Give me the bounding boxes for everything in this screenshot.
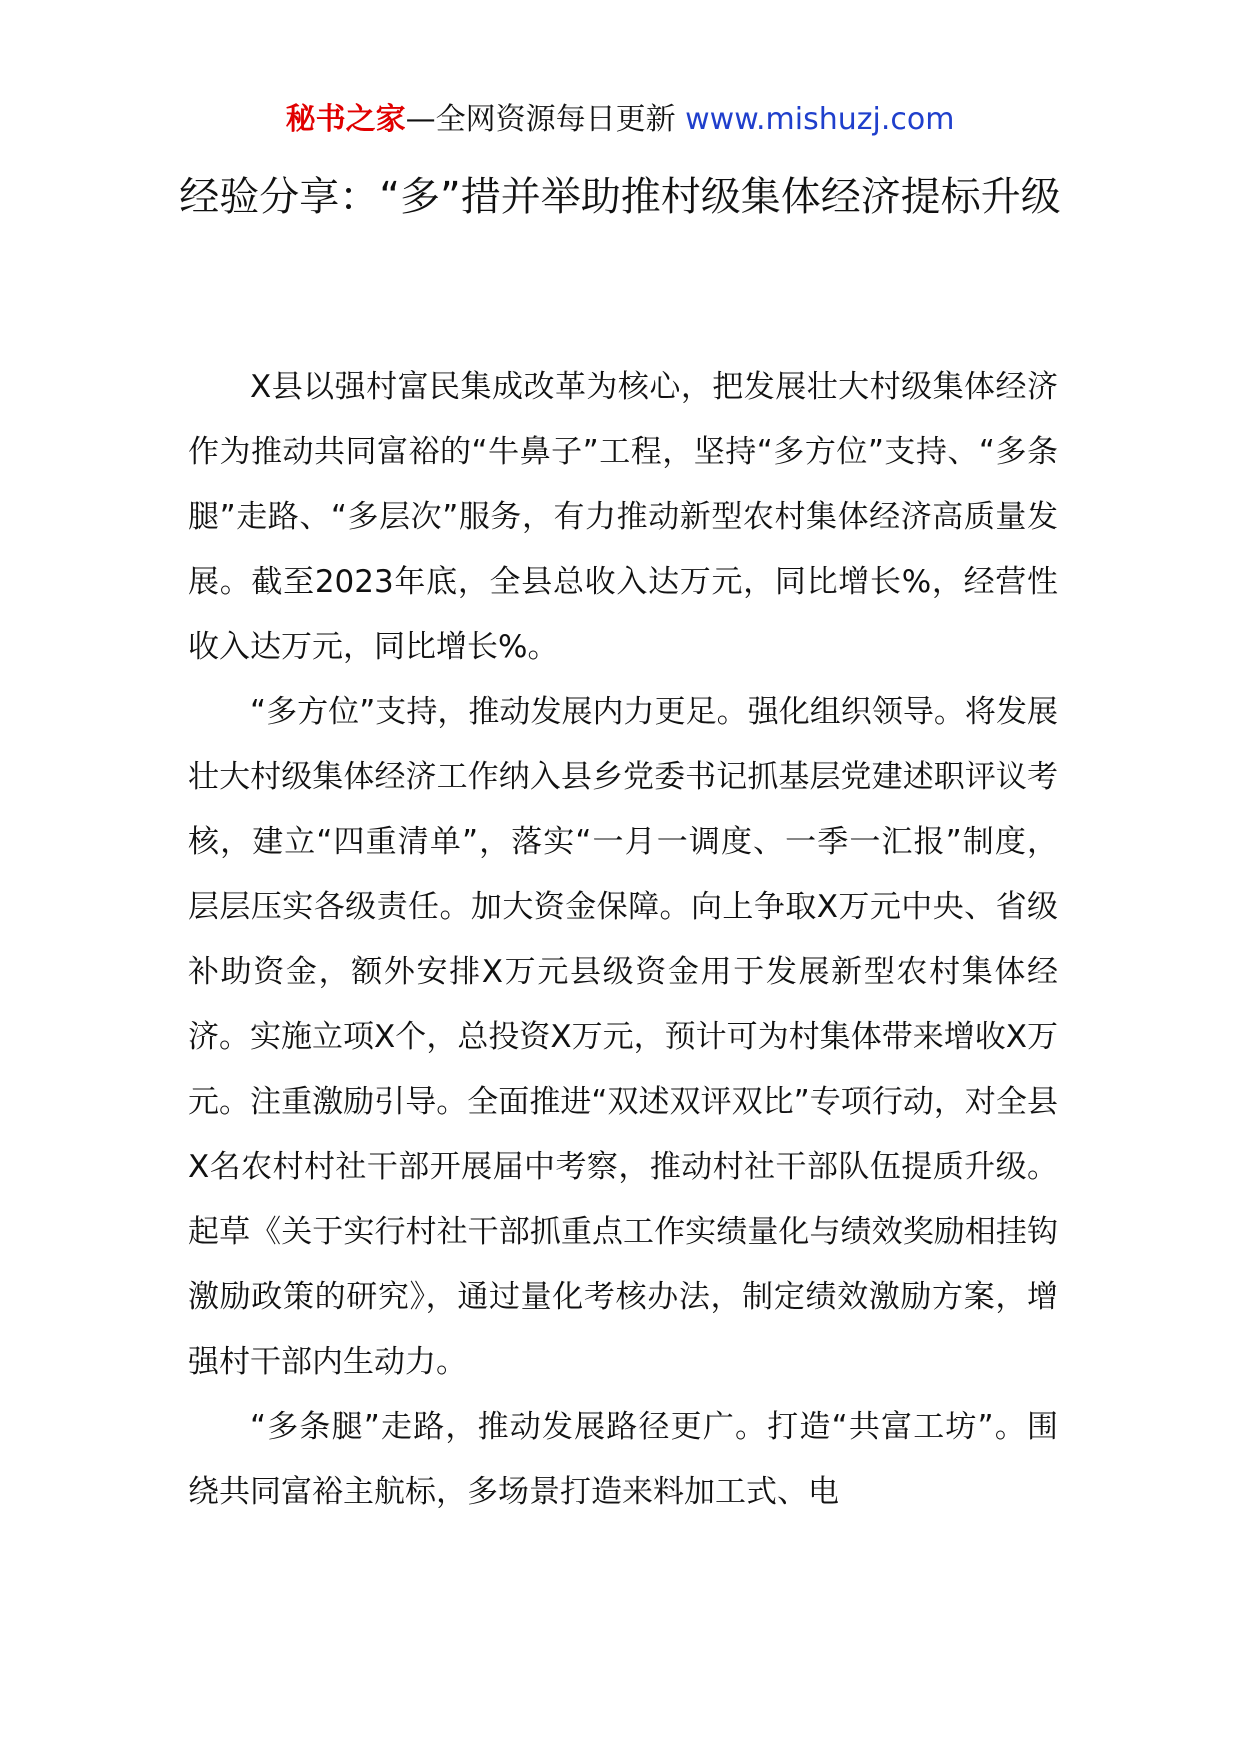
paragraph-intro: X县以强村富民集成改革为核心，把发展壮大村级集体经济作为推动共同富裕的“牛鼻子”工程，坚持“多方位”支持、“多条腿”走路、“多层次”服务，有力推动新型农村集体经济高质量发展。截至2023年底，全县总收入达万元，同比增长%，经营性收入达万元，同比增长%。 [188,369,1058,665]
document-body [188,355,1058,1525]
site-slogan: —全网资源每日更新 [405,102,676,137]
paragraph-paths: “多条腿”走路，推动发展路径更广。打造“共富工坊”。围绕共同富裕主航标，多场景打造来料加工式、电 [188,1409,1058,1510]
site-brand: 秘书之家 [285,102,406,137]
document-title: 经验分享：“多”措并举助推村级集体经济提标升级 [179,174,1061,220]
site-url[interactable]: www.mishuzj.com [685,102,955,137]
paragraph-support: “多方位”支持，推动发展内力更足。强化组织领导。将发展壮大村级集体经济工作纳入县乡党委书记抓基层党建述职评议考核，建立“四重清单”，落实“一月一调度、一季一汇报”制度，层层压实各级责任。加大资金保障。向上争取X万元中央、省级补助资金，额外安排X万元县级资金用于发展新型农村集体经济。实施立项X个，总投资X万元，预计可为村集体带来增收X万元。注重激励引导。全面推进“双述双评双比”专项行动，对全县X名农村村社干部开展届中考察，推动村社干部队伍提质升级。起草《关于实行村社干部抓重点工作实绩量化与绩效奖励相挂钩激励政策的研究》，通过量化考核办法，制定绩效激励方案，增强村干部内生动力。 [188,694,1058,1380]
site-header [0,100,1240,140]
